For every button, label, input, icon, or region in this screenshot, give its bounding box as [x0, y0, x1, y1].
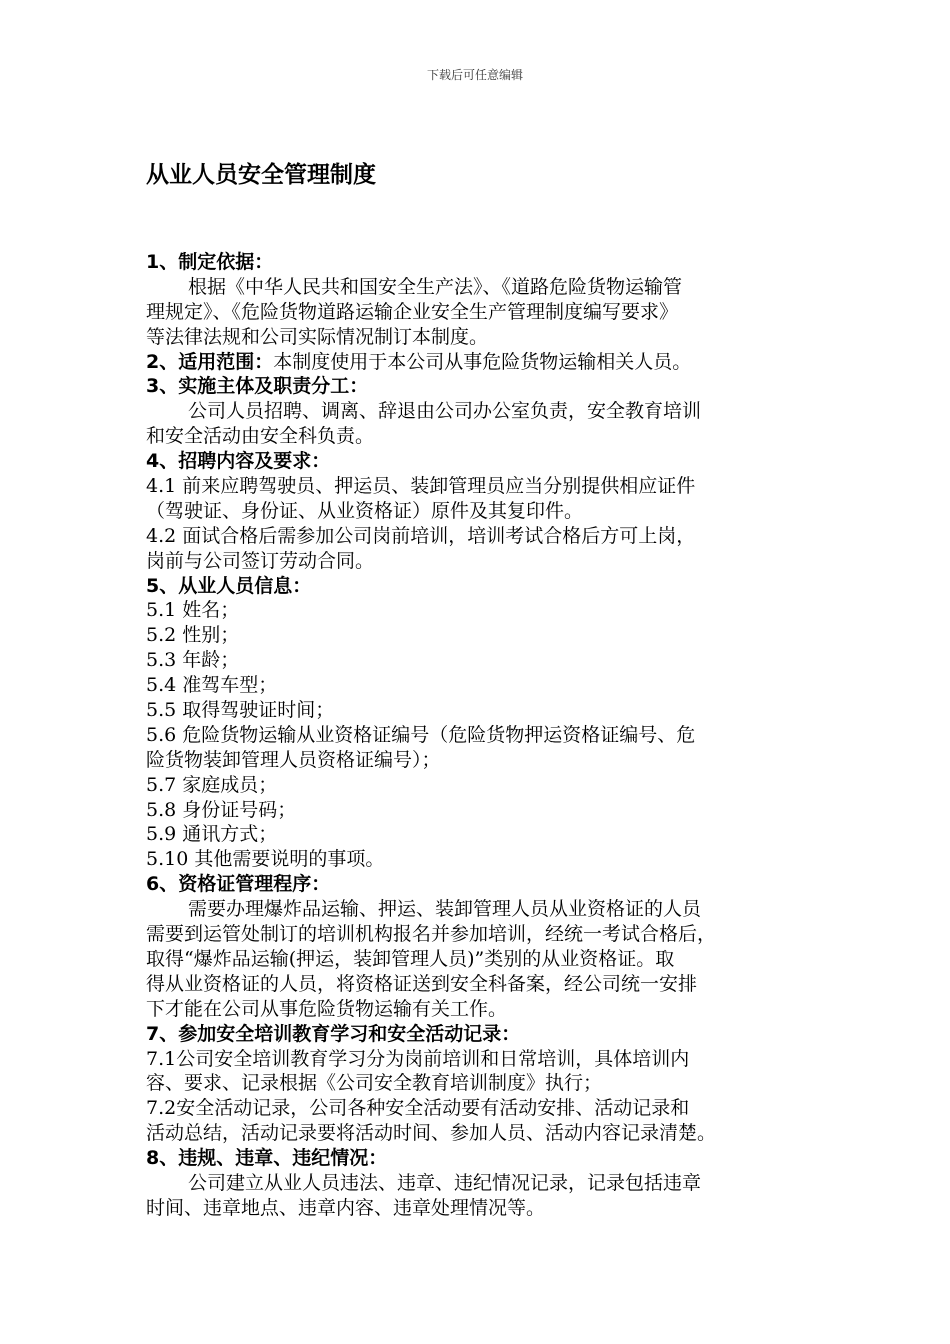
paragraph-line: 等法律法规和公司实际情况制订本制度。: [146, 325, 489, 348]
paragraph-first-line: 需要办理爆炸品运输、押运、装卸管理人员从业资格证的人员: [188, 898, 702, 921]
paragraph-line: 和安全活动由安全科负责。: [146, 425, 375, 448]
paragraph-first-line: 公司人员招聘、调离、辞退由公司办公室负责，安全教育培训: [188, 400, 702, 423]
section-heading: 8、违规、违章、违纪情况：: [146, 1147, 388, 1170]
section-heading-label: 2、适用范围：: [146, 350, 274, 373]
paragraph-line: 需要到运管处制订的培训机构报名并参加培训，经统一考试合格后，: [146, 923, 717, 946]
paragraph-line: 险货物装卸管理人员资格证编号）；: [146, 748, 441, 771]
paragraph-line: 5.1 姓名；: [146, 599, 240, 622]
section-heading: 7、参加安全培训教育学习和安全活动记录：: [146, 1022, 521, 1045]
section-heading: 5、从业人员信息：: [146, 574, 312, 597]
paragraph-line: 4.1 前来应聘驾驶员、押运员、装卸管理员应当分别提供相应证件: [146, 475, 696, 498]
paragraph-line: 5.3 年龄；: [146, 649, 240, 672]
paragraph-first-line: 公司建立从业人员违法、违章、违纪情况记录，记录包括违章: [188, 1171, 702, 1194]
document-title: 从业人员安全管理制度: [146, 162, 376, 188]
paragraph-line: 岗前与公司签订劳动合同。: [146, 549, 375, 572]
paragraph-line: 下才能在公司从事危险货物运输有关工作。: [146, 997, 508, 1020]
paragraph-line: 4.2 面试合格后需参加公司岗前培训，培训考试合格后方可上岗，: [146, 524, 696, 547]
paragraph-line: 时间、违章地点、违章内容、违章处理情况等。: [146, 1196, 546, 1219]
paragraph-line: 5.2 性别；: [146, 624, 240, 647]
paragraph-line: 理规定》、《危险货物道路运输企业安全生产管理制度编写要求》: [146, 300, 679, 323]
paragraph-line: 得从业资格证的人员，将资格证送到安全科备案，经公司统一安排: [146, 972, 698, 995]
section-heading-text: 本制度使用于本公司从事危险货物运输相关人员。: [273, 350, 692, 373]
paragraph-line: 7.1公司安全培训教育学习分为岗前培训和日常培训，具体培训内: [146, 1047, 690, 1070]
section-heading-with-text: [146, 350, 806, 375]
paragraph-line: 活动总结，活动记录要将活动时间、参加人员、活动内容记录清楚。: [146, 1122, 717, 1145]
paragraph-line: 取得“爆炸品运输(押运，装卸管理人员)”类别的从业资格证。取: [146, 947, 675, 970]
paragraph-line: 5.6 危险货物运输从业资格证编号（危险货物押运资格证编号、危: [146, 723, 696, 746]
paragraph-line: 5.5 取得驾驶证时间；: [146, 699, 335, 722]
paragraph-line: 容、要求、记录根据《公司安全教育培训制度》执行；: [146, 1072, 603, 1095]
paragraph-line: 5.8 身份证号码；: [146, 798, 297, 821]
paragraph-line: 5.7 家庭成员；: [146, 773, 278, 796]
section-heading: 1、制定依据：: [146, 251, 274, 273]
paragraph-line: 7.2安全活动记录，公司各种安全活动要有活动安排、活动记录和: [146, 1097, 690, 1120]
paragraph-line: 5.10 其他需要说明的事项。: [146, 848, 385, 871]
section-heading: 6、资格证管理程序：: [146, 873, 331, 896]
document-body: [146, 250, 806, 1221]
paragraph-line: （驾驶证、身份证、从业资格证）原件及其复印件。: [146, 499, 584, 522]
paragraph-first-line: 根据《中华人民共和国安全生产法》、《道路危险货物运输管: [188, 275, 683, 298]
section-heading: 4、招聘内容及要求：: [146, 450, 331, 473]
section-heading: 3、实施主体及职责分工：: [146, 375, 369, 398]
page-header-note: 下载后可任意编辑: [426, 68, 523, 82]
paragraph-line: 5.9 通讯方式；: [146, 823, 278, 846]
paragraph-line: 5.4 准驾车型；: [146, 674, 278, 697]
